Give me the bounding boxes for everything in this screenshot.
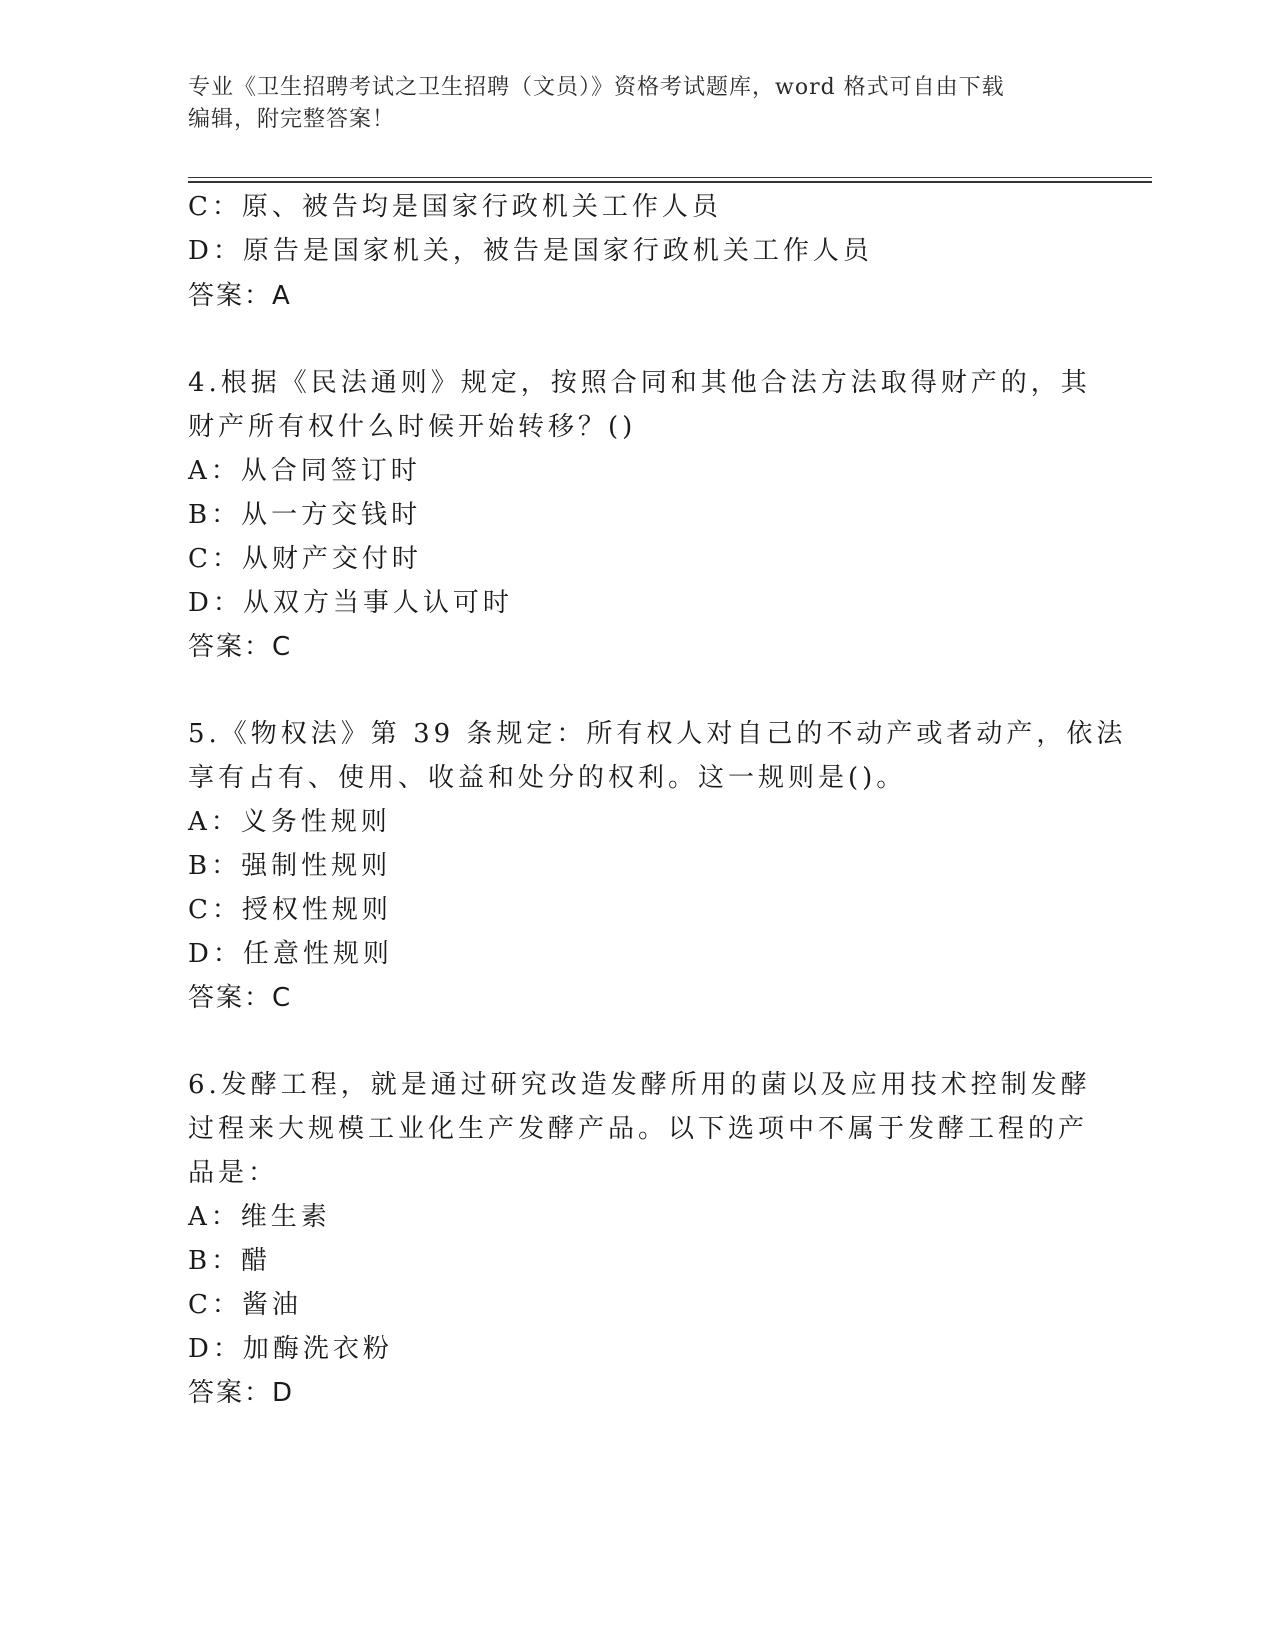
q6-stem-line-2: 过程来大规模工业化生产发酵产品。以下选项中不属于发酵工程的产 [188,1114,1089,1144]
q5-option-b: B：强制性规则 [188,851,392,881]
q5-option-c: C：授权性规则 [188,895,392,925]
q6-stem-line-3: 品是： [188,1158,279,1188]
q4-option-b: B：从一方交钱时 [188,500,422,530]
q6-answer: 答案：D [188,1378,295,1408]
header-divider-thick [188,181,1152,183]
q4-option-a: A：从合同签订时 [188,456,421,486]
q4-stem-line-2: 财产所有权什么时候开始转移？() [188,412,637,442]
q3-answer: 答案：A [188,281,292,311]
q6-stem-line-1: 6.发酵工程，就是通过研究改造发酵所用的菌以及应用技术控制发酵 [188,1070,1091,1100]
header-line-2: 编辑，附完整答案！ [188,107,396,132]
q4-option-c: C：从财产交付时 [188,544,422,574]
q6-option-c: C：酱油 [188,1290,302,1320]
header-divider-thin [188,177,1152,178]
q4-option-d: D：从双方当事人认可时 [188,588,513,618]
document-header [188,72,1068,136]
q6-option-a: A：维生素 [188,1202,331,1232]
q6-option-d: D：加酶洗衣粉 [188,1334,393,1364]
q3-option-d: D：原告是国家机关，被告是国家行政机关工作人员 [188,236,873,266]
q4-answer: 答案：C [188,632,293,662]
q4-stem-line-1: 4.根据《民法通则》规定，按照合同和其他合法方法取得财产的，其 [188,368,1091,398]
q5-option-d: D：任意性规则 [188,939,393,969]
header-line-1: 专业《卫生招聘考试之卫生招聘（文员）》资格考试题库，word 格式可自由下载 [188,75,1005,100]
q5-option-a: A：义务性规则 [188,807,391,837]
q6-option-b: B：醋 [188,1246,272,1276]
q5-answer: 答案：C [188,983,293,1013]
q5-stem-line-2: 享有占有、使用、收益和处分的权利。这一规则是()。 [188,763,907,793]
q3-option-c: C：原、被告均是国家行政机关工作人员 [188,192,722,222]
q5-stem-line-1: 5.《物权法》第 39 条规定：所有权人对自己的不动产或者动产，依法 [188,719,1127,749]
